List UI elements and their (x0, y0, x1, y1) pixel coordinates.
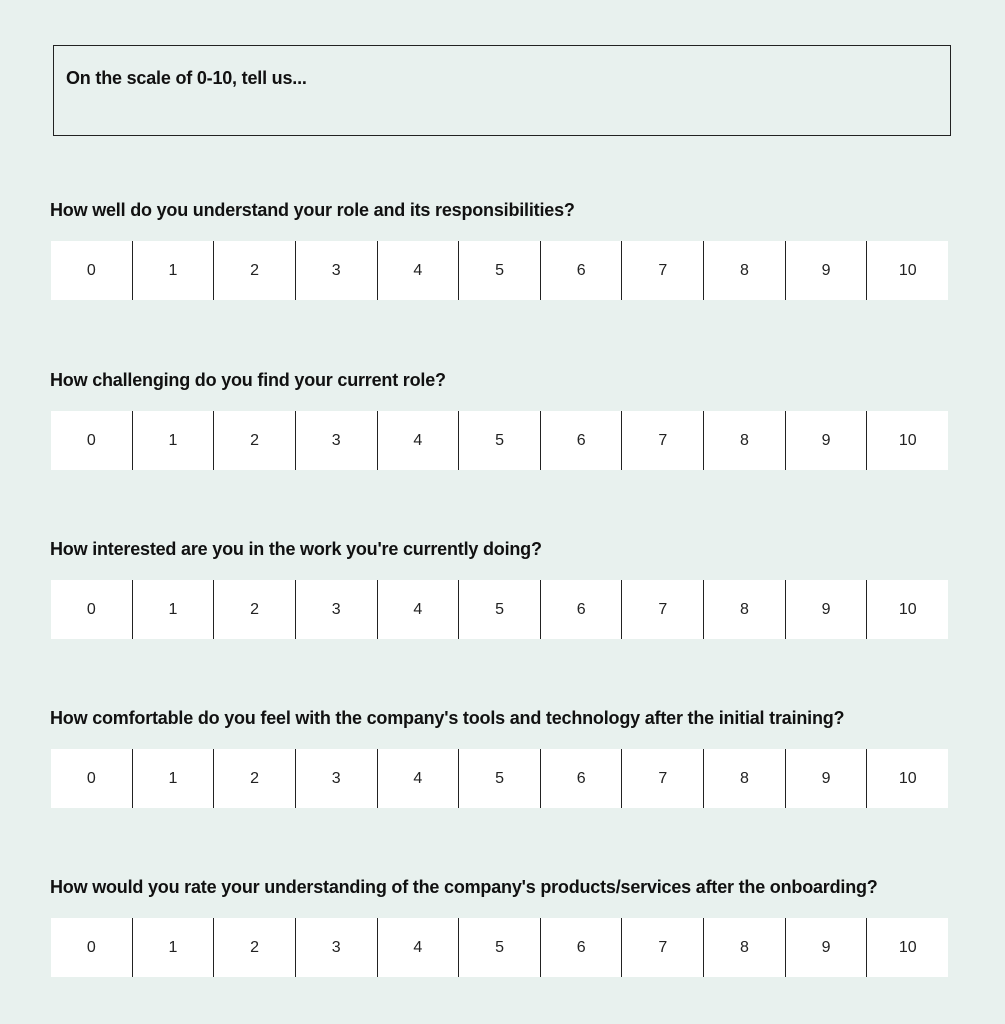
rating-option-8[interactable]: 8 (703, 241, 785, 300)
rating-option-5[interactable]: 5 (458, 918, 540, 977)
rating-option-1[interactable]: 1 (132, 411, 214, 470)
rating-option-1[interactable]: 1 (132, 749, 214, 808)
rating-option-7[interactable]: 7 (621, 749, 703, 808)
rating-scale (51, 918, 948, 977)
rating-option-6[interactable]: 6 (540, 241, 622, 300)
question-label: How well do you understand your role and its responsibilities? (50, 200, 575, 220)
rating-option-6[interactable]: 6 (540, 580, 622, 639)
rating-option-4[interactable]: 4 (377, 918, 459, 977)
rating-option-7[interactable]: 7 (621, 918, 703, 977)
rating-option-10[interactable]: 10 (866, 580, 948, 639)
question-label: How challenging do you find your current role? (50, 370, 446, 390)
rating-option-5[interactable]: 5 (458, 749, 540, 808)
rating-option-3[interactable]: 3 (295, 411, 377, 470)
question-label: How interested are you in the work you're currently doing? (50, 539, 542, 559)
rating-option-2[interactable]: 2 (213, 580, 295, 639)
rating-scale (51, 580, 948, 639)
rating-option-8[interactable]: 8 (703, 918, 785, 977)
intro-box (53, 45, 951, 136)
rating-option-9[interactable]: 9 (785, 918, 867, 977)
rating-option-1[interactable]: 1 (132, 580, 214, 639)
rating-option-4[interactable]: 4 (377, 241, 459, 300)
rating-option-4[interactable]: 4 (377, 749, 459, 808)
rating-option-6[interactable]: 6 (540, 749, 622, 808)
rating-option-10[interactable]: 10 (866, 241, 948, 300)
rating-option-9[interactable]: 9 (785, 580, 867, 639)
rating-option-3[interactable]: 3 (295, 749, 377, 808)
rating-option-8[interactable]: 8 (703, 580, 785, 639)
rating-option-2[interactable]: 2 (213, 749, 295, 808)
rating-option-3[interactable]: 3 (295, 918, 377, 977)
rating-option-0[interactable]: 0 (86, 769, 96, 787)
question-label: How would you rate your understanding of the company's products/services after the onboarding? (50, 877, 878, 897)
rating-option-9[interactable]: 9 (785, 749, 867, 808)
rating-option-8[interactable]: 8 (703, 411, 785, 470)
rating-option-5[interactable]: 5 (458, 241, 540, 300)
rating-scale (51, 411, 948, 470)
rating-option-6[interactable]: 6 (540, 411, 622, 470)
rating-option-4[interactable]: 4 (377, 580, 459, 639)
rating-option-10[interactable]: 10 (866, 918, 948, 977)
rating-option-7[interactable]: 7 (621, 580, 703, 639)
rating-option-8[interactable]: 8 (703, 749, 785, 808)
rating-option-2[interactable]: 2 (213, 918, 295, 977)
rating-option-3[interactable]: 3 (295, 580, 377, 639)
rating-option-7[interactable]: 7 (621, 241, 703, 300)
intro-text: On the scale of 0-10, tell us... (66, 68, 307, 88)
rating-option-10[interactable]: 10 (866, 749, 948, 808)
question-label: How comfortable do you feel with the company's tools and technology after the initial training? (50, 708, 845, 728)
rating-option-10[interactable]: 10 (866, 411, 948, 470)
rating-option-1[interactable]: 1 (132, 918, 214, 977)
rating-scale (51, 749, 948, 808)
rating-option-3[interactable]: 3 (295, 241, 377, 300)
rating-option-1[interactable]: 1 (132, 241, 214, 300)
rating-option-0[interactable]: 0 (86, 938, 96, 956)
rating-option-0[interactable]: 0 (86, 431, 96, 449)
rating-option-0[interactable]: 0 (86, 600, 96, 618)
rating-option-5[interactable]: 5 (458, 580, 540, 639)
rating-option-4[interactable]: 4 (377, 411, 459, 470)
rating-option-2[interactable]: 2 (213, 411, 295, 470)
rating-option-7[interactable]: 7 (621, 411, 703, 470)
rating-option-5[interactable]: 5 (458, 411, 540, 470)
rating-option-9[interactable]: 9 (785, 411, 867, 470)
rating-option-0[interactable]: 0 (86, 261, 96, 279)
rating-option-6[interactable]: 6 (540, 918, 622, 977)
rating-option-2[interactable]: 2 (213, 241, 295, 300)
rating-scale (51, 241, 948, 300)
rating-option-9[interactable]: 9 (785, 241, 867, 300)
